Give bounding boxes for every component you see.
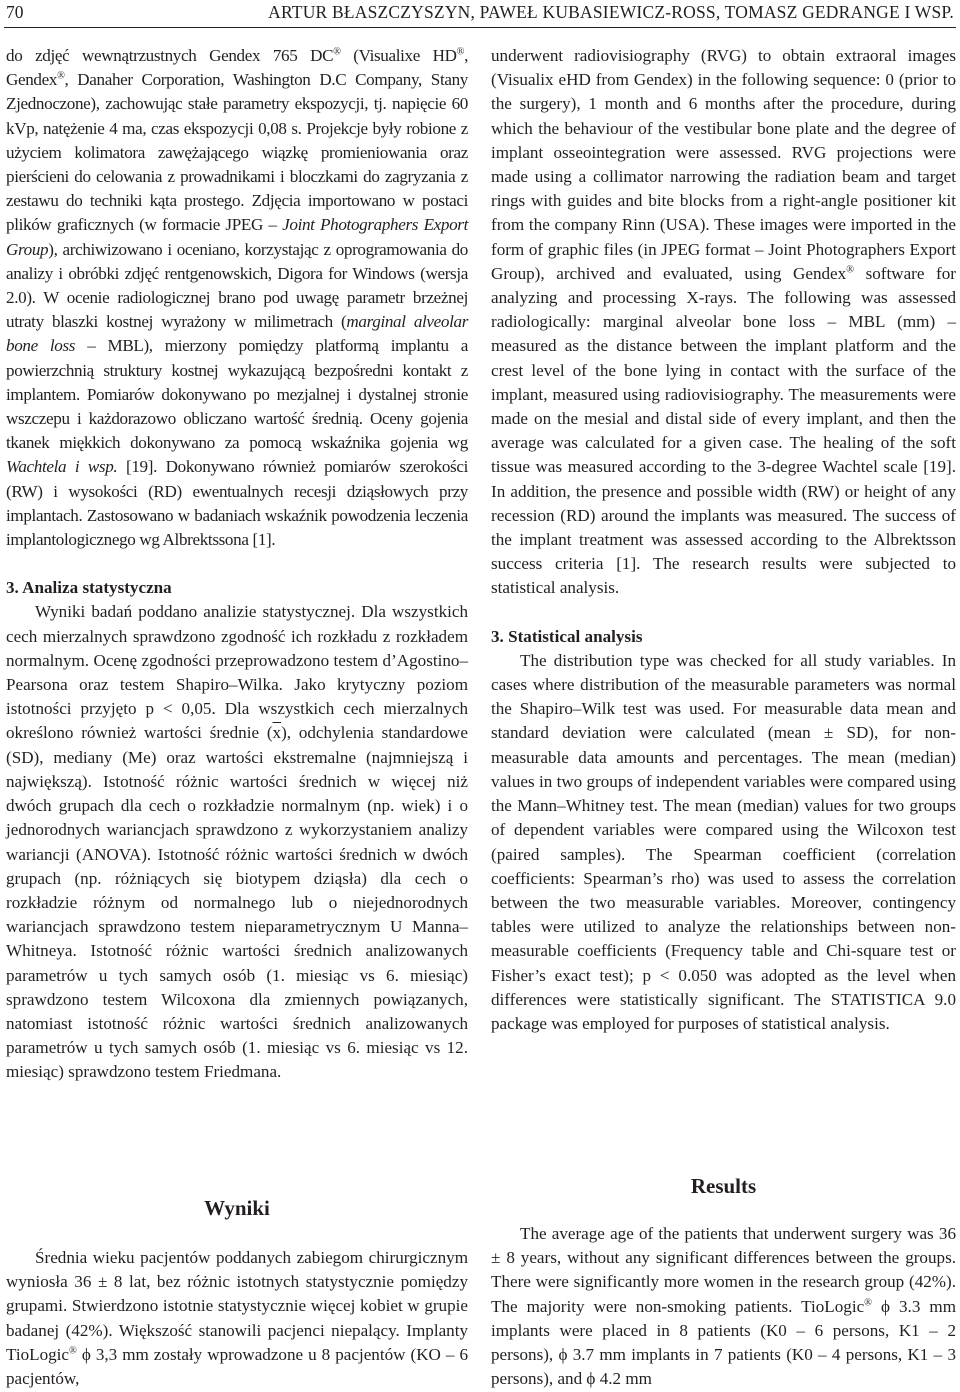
section-heading-stat-pl: 3. Analiza statystyczna: [6, 578, 172, 598]
results-paragraph-pl: Średnia wieku pacjentów poddanych zabiegom chirurgicznym wyniosła 36 ± 8 lat, bez różnic istotnych statystycznie pomiędzy grupami. Stwierdzono istotnie statystycznie więcej kobiet w grupie badanej (42%). Większość stanowili pacjenci niepalący. Implanty TioLogic® ϕ 3,3 mm zostały wprowadzone u 8 pacjentów (KO – 6 pacjentów,: [6, 1248, 468, 1389]
right-column: [491, 44, 956, 1036]
left-column: [6, 44, 468, 1085]
section-heading-stat-en: 3. Statistical analysis: [491, 626, 643, 646]
methods-paragraph-pl: do zdjęć wewnątrzustnych Gendex 765 DC® (Visualixe HD®, Gendex®, Danaher Corporation, Washington D.C Company, Stany Zjednoczone), zachowując stałe parametry ekspozycji, tj. napięcie 60 kVp, natężenie 4 ma, czas ekspozycji 0,08 s. Projekcje były robione z użyciem kolimatora zawężającego wiązkę promieniowania oraz pierścieni do celowania z prowadnikami i bloczkami do zagryzania z zestawu do techniki kąta prostego. Zdjęcia importowano w postaci plików graficznych (w formacie JPEG – Joint Photographers Export Group), archiwizowano i oceniano, korzystając z oprogramowania do analizy i obróbki zdjęć rentgenowskich, Digora for Windows (wersja 2.0). W ocenie radiologicznej brano pod uwagę parametr brzeżnej utraty blaszki kostnej wyrażony w milimetrach (marginal alveolar bone loss – MBL), mierzony pomiędzy platformą implantu a powierzchnią struktury kostnej wykazującą bezpośredni kontakt z implantem. Pomiarów dokonywano po mezjalnej i dystalnej stronie wszczepu i każdorazowo obliczano wartość średnią. Oceny gojenia tkanek miękkich dokonywano za pomocą wskaźnika gojenia wg Wachtela i wsp. [19]. Dokonywano również pomiarów szerokości (RW) i wysokości (RD) ewentualnych recesji dziąsłowych przy implantach. Zastosowano w badaniach wskaźnik powodzenia leczenia implantologicznego wg Albrektssona [1].: [6, 46, 468, 550]
running-header-authors: ARTUR BŁASZCZYSZYN, PAWEŁ KUBASIEWICZ-ROSS, TOMASZ GEDRANGE I WSP.: [268, 2, 954, 22]
results-heading-pl: Wyniki: [204, 1196, 270, 1220]
methods-paragraph-en: underwent radiovisiography (RVG) to obtain extraoral images (Visualix eHD from Gendex) in the following sequence: 0 (prior to the surgery), 1 month and 6 months after the procedure, during which the behaviour of the vestibular bone plate and the degree of implant osseointegration were assessed. RVG projections were made using a collimator narrowing the radiation beam and target rings with guides and bite blocks from a right-angle positioner kit from the company Rinn (USA). These images were imported in the form of graphic files (in JPEG format – Joint Photographers Export Group), archived and evaluated, using Gendex® software for analyzing and processing X-rays. The following was assessed radiologically: marginal alveolar bone loss – MBL (mm) – measured as the distance between the implant platform and the crest level of the bone lying in contact with the surface of the implant, measured using radiovisiography. The measurements were made on the mesial and distal side of every implant, and then the average was calculated for a given case. The healing of the soft tissue was measured according to the 3-degree Wachtel scale [19]. In addition, the presence and possible width (RW) or height of any recession (RD) around the implants was measured. The success of the implant treatment was assessed according to the Albrektsson success criteria [1]. The research results were subjected to statistical analysis.: [491, 46, 956, 598]
results-paragraph-en: The average age of the patients that underwent surgery was 36 ± 8 years, without any significant differences between the groups. There were significantly more women in the research group (42%). The majority were non-smoking patients. TioLogic® ϕ 3.3 mm implants were placed in 8 patients (K0 – 6 persons, K1 – 2 persons), ϕ 3.7 mm implants in 7 patients (K0 – 4 persons, K1 – 3 persons), and ϕ 4.2 mm: [491, 1224, 956, 1389]
stat-paragraph-pl: Wyniki badań poddano analizie statystycznej. Dla wszystkich cech mierzalnych sprawdzono zgodność ich rozkładu z rozkładem normalnym. Ocenę zgodności przeprowadzono testem d’Agostino–Pearsona oraz testem Shapiro–Wilka. Jako krytyczny poziom istotności przyjęto p < 0,05. Dla wszystkich cech mierzalnych określono również wartości średnie $(\overline{x})$, odchylenia standardowe (SD), mediany (Me) oraz wartości ekstremalne (najmniejszą i największą). Istotność różnic wartości średnich w więcej niż dwóch grupach dla cech o rozkładzie normalnym (np. wiek) i o jednorodnych wariancjach sprawdzono z wykorzystaniem analizy wariancji (ANOVA). Istotność różnic wartości średnich w dwóch grupach (np. różniących się biotypem dziąsła) dla cech o rozkładzie różnym od normalnego lub o niejednorodnych wariancjach sprawdzono testem nieparametrycznym U Manna–Whitneya. Istotność różnic wartości średnich analizowanych parametrów u tych samych osób (1. miesiąc vs 6. miesiąc) sprawdzono testem Wilcoxona dla zmiennych powiązanych, natomiast istotność różnic wartości średnich analizowanych parametrów u tych samych osób (1. miesiąc vs 6. miesiąc vs 12. miesiąc) sprawdzono testem Friedmana.: [6, 602, 468, 1082]
results-heading-en: Results: [690, 1174, 757, 1198]
header-rule: [4, 27, 956, 28]
results-block-en: [491, 1222, 956, 1391]
results-block-pl: [6, 1246, 468, 1391]
page-number: 70: [6, 2, 24, 22]
running-header: [0, 0, 960, 26]
stat-paragraph-en: The distribution type was checked for all study variables. In cases where distribution of the measurable parameters was normal the Shapiro–Wilk test was used. For measurable data mean and standard deviation were calculated (mean ± SD), for non-measurable data amounts and percentages. The mean (median) values in two groups of independent variables were compared using the Mann–Whitney test. The mean (median) values for two groups of dependent variables were compared using the Wilcoxon test (paired samples). The Spearman coefficient (correlation coefficients: Spearman’s rho) was used to assess the correlation between the two measurable variables. Moreover, contingency tables were utilized to analyze the relationships between non-measurable coefficients (Frequency table and Chi-square test or Fisher’s exact test); p < 0.050 was adopted as the level when differences were statistically significant. The STATISTICA 9.0 package was employed for purposes of statistical analysis.: [491, 650, 956, 1033]
